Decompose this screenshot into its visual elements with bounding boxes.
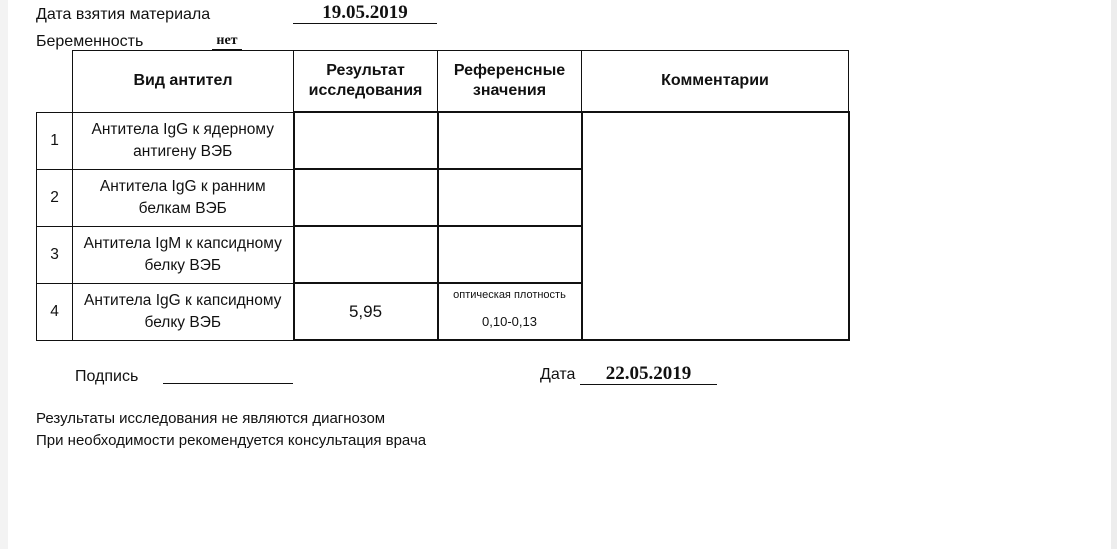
row-result bbox=[294, 169, 438, 226]
table-row bbox=[37, 112, 849, 169]
results-table bbox=[36, 50, 850, 341]
header-number-cell bbox=[37, 51, 73, 113]
page-left-edge bbox=[0, 0, 8, 549]
report-date-value: 22.05.2019 bbox=[580, 364, 717, 385]
reference-note: оптическая плотность bbox=[453, 288, 566, 301]
consultation-note: При необходимости рекомендуется консультация врача bbox=[36, 432, 427, 449]
row-result bbox=[294, 226, 438, 283]
row-number: 1 bbox=[37, 112, 73, 169]
sample-date-label: Дата взятия материала bbox=[36, 6, 211, 23]
row-antibody-name: Антитела IgM к капсидному белку ВЭБ bbox=[73, 226, 294, 283]
disclaimer-note: Результаты исследования не являются диагнозом bbox=[36, 410, 386, 427]
header-reference: Референсные значения bbox=[438, 51, 582, 113]
signature-label: Подпись bbox=[75, 368, 139, 385]
pregnancy-value: нет bbox=[212, 32, 242, 50]
row-reference bbox=[438, 283, 582, 340]
header-antibody-type: Вид антител bbox=[73, 51, 294, 113]
signature-line bbox=[163, 383, 293, 384]
row-antibody-name: Антитела IgG к капсидному белку ВЭБ bbox=[73, 283, 294, 340]
pregnancy-label: Беременность bbox=[36, 33, 144, 50]
row-antibody-name: Антитела IgG к ядерному антигену ВЭБ bbox=[73, 112, 294, 169]
row-reference bbox=[438, 112, 582, 169]
table-header-row bbox=[37, 51, 849, 113]
row-reference bbox=[438, 169, 582, 226]
header-comments: Комментарии bbox=[582, 51, 849, 113]
row-antibody-name: Антитела IgG к ранним белкам ВЭБ bbox=[73, 169, 294, 226]
row-reference bbox=[438, 226, 582, 283]
reference-range: 0,10-0,13 bbox=[482, 313, 537, 329]
report-date-label: Дата bbox=[540, 366, 576, 383]
header-result: Результат исследования bbox=[294, 51, 438, 113]
row-number: 4 bbox=[37, 283, 73, 340]
sample-date-value: 19.05.2019 bbox=[293, 3, 437, 24]
row-number: 3 bbox=[37, 226, 73, 283]
page-right-edge bbox=[1111, 0, 1117, 549]
row-number: 2 bbox=[37, 169, 73, 226]
comments-cell bbox=[582, 112, 849, 340]
row-result: 5,95 bbox=[294, 283, 438, 340]
row-result bbox=[294, 112, 438, 169]
